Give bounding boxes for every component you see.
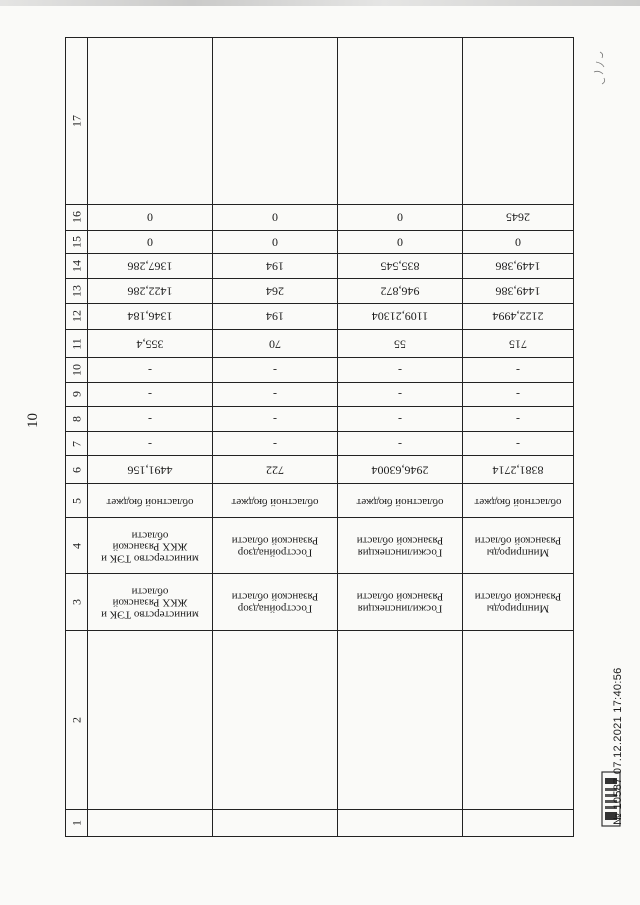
cell-14-r3: 835,545	[380, 259, 420, 274]
cell-4-r1: министерство ТЭК и ЖКХ Рязанской области	[101, 528, 199, 564]
cell-3-r1: министерство ТЭК и ЖКХ Рязанской области	[101, 585, 199, 621]
row-col-12	[66, 303, 574, 330]
row-col-8	[66, 407, 574, 432]
cell-9-r4: -	[516, 387, 520, 402]
cell-14-r2: 194	[266, 259, 284, 274]
header-17: 17	[66, 38, 88, 205]
cell-15-r4: 0	[515, 235, 521, 250]
cell-16-r3: 0	[397, 210, 403, 225]
budget-table	[65, 37, 573, 837]
row-col-4	[66, 517, 574, 573]
header-15: 15	[66, 230, 88, 254]
cell-6-r1: 4491,156	[127, 463, 173, 478]
scan-top-edge	[0, 0, 640, 6]
cell-10-r2: -	[273, 363, 277, 378]
cell-3-r3: Госжилинспекция Рязанской области	[356, 591, 444, 615]
row-col-1	[66, 810, 574, 837]
registration-stamp-text: № 10587 07.12.2021 17:40:56	[612, 667, 624, 825]
header-2: 2	[66, 630, 88, 809]
cell-8-r3: -	[398, 412, 402, 427]
cell-8-r4: -	[516, 412, 520, 427]
row-col-6	[66, 456, 574, 484]
row-col-10	[66, 357, 574, 382]
cell-5-r3: областной бюджет	[356, 495, 444, 508]
cell-10-r4: -	[516, 363, 520, 378]
header-16: 16	[66, 205, 88, 231]
cell-15-r2: 0	[272, 235, 278, 250]
cell-12-r1: 1346,184	[127, 309, 173, 324]
row-col-15	[66, 230, 574, 254]
header-8: 8	[66, 407, 88, 432]
cell-14-r1: 1367,286	[127, 259, 173, 274]
row-col-7	[66, 431, 574, 456]
row-col-16	[66, 205, 574, 231]
header-13: 13	[66, 279, 88, 304]
header-11: 11	[66, 330, 88, 358]
cell-16-r1: 0	[147, 210, 153, 225]
cell-8-r1: -	[148, 412, 152, 427]
cell-16-r2: 0	[272, 210, 278, 225]
cell-13-r1: 1422,286	[127, 284, 173, 299]
row-col-3	[66, 574, 574, 630]
header-6: 6	[66, 456, 88, 484]
cell-9-r1: -	[148, 387, 152, 402]
cell-12-r2: 194	[266, 309, 284, 324]
cell-5-r2: областной бюджет	[231, 495, 319, 508]
row-col-9	[66, 382, 574, 407]
header-10: 10	[66, 357, 88, 382]
cell-14-r4: 1449,386	[495, 259, 541, 274]
cell-11-r2: 70	[269, 336, 281, 351]
cell-13-r4: 1449,386	[495, 284, 541, 299]
cell-15-r3: 0	[397, 235, 403, 250]
cell-6-r2: 722	[266, 463, 284, 478]
header-5: 5	[66, 484, 88, 518]
header-3: 3	[66, 574, 88, 630]
page-number: 10	[25, 413, 41, 428]
cell-13-r3: 946,872	[380, 284, 420, 299]
cell-7-r3: -	[398, 436, 402, 451]
row-col-5	[66, 484, 574, 518]
cell-8-r2: -	[273, 412, 277, 427]
cell-6-r4: 8381,2714	[492, 463, 544, 478]
cell-3-r2: Госстройнадзор Рязанской области	[231, 591, 319, 615]
cell-4-r3: Госжилинспекция Рязанской области	[356, 534, 444, 559]
cell-5-r4: областной бюджет	[474, 495, 562, 508]
row-col-17	[66, 38, 574, 205]
row-col-11	[66, 330, 574, 358]
cell-6-r3: 2946,63004	[371, 463, 429, 478]
cell-13-r2: 264	[266, 284, 284, 299]
cell-7-r1: -	[148, 436, 152, 451]
cell-9-r3: -	[398, 387, 402, 402]
cell-3-r4: Минприроды Рязанской области	[474, 591, 562, 615]
cell-11-r4: 715	[509, 336, 527, 351]
margin-scribble	[590, 48, 614, 88]
header-7: 7	[66, 431, 88, 456]
cell-12-r4: 2122,4994	[492, 309, 544, 324]
cell-7-r4: -	[516, 436, 520, 451]
cell-15-r1: 0	[147, 235, 153, 250]
header-14: 14	[66, 254, 88, 279]
header-9: 9	[66, 382, 88, 407]
cell-11-r1: 355,4	[136, 336, 164, 351]
cell-10-r1: -	[148, 363, 152, 378]
cell-9-r2: -	[273, 387, 277, 402]
row-col-14	[66, 254, 574, 279]
header-4: 4	[66, 517, 88, 573]
row-col-2	[66, 630, 574, 809]
cell-10-r3: -	[398, 363, 402, 378]
row-col-13	[66, 279, 574, 304]
cell-12-r3: 1109,21304	[371, 309, 429, 324]
cell-4-r4: Минприроды Рязанской области	[474, 534, 562, 559]
header-12: 12	[66, 303, 88, 330]
cell-7-r2: -	[273, 436, 277, 451]
cell-16-r4: 2645	[506, 210, 530, 225]
cell-11-r3: 55	[394, 336, 406, 351]
cell-4-r2: Госстройнадзор Рязанской области	[231, 534, 319, 559]
cell-5-r1: областной бюджет	[106, 495, 194, 508]
header-1: 1	[66, 810, 88, 837]
